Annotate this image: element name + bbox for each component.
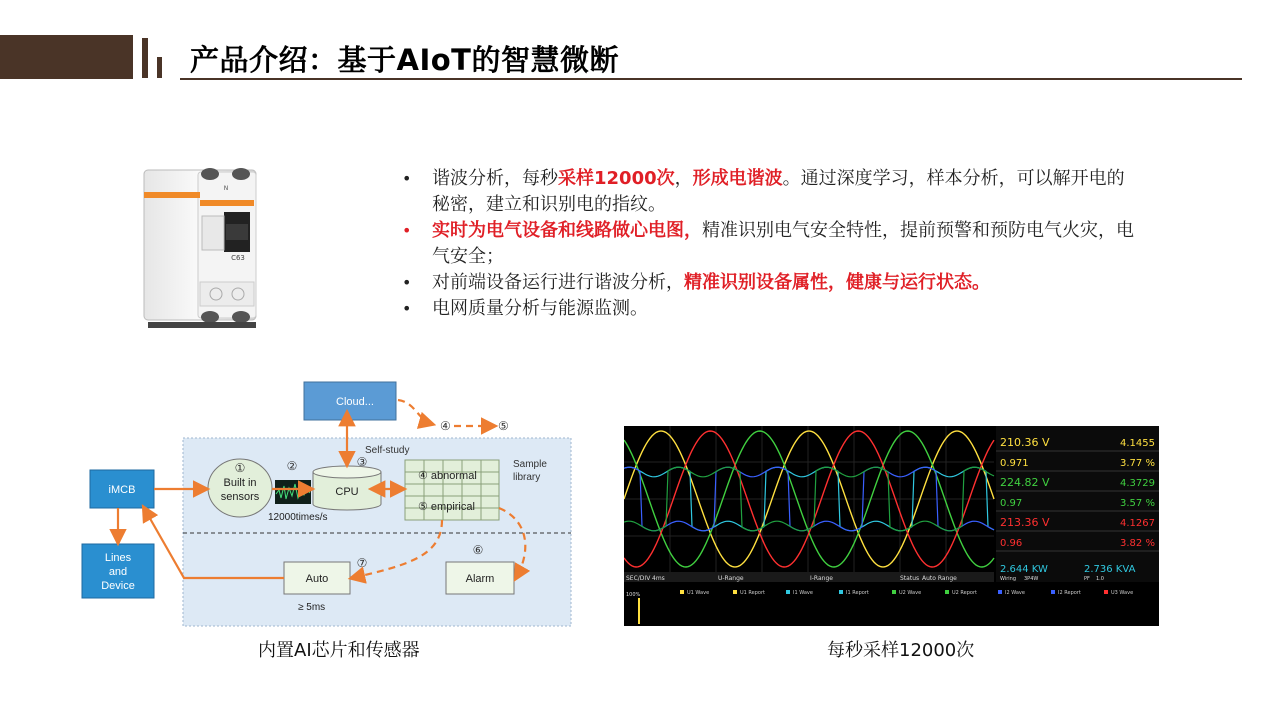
reading-left-value: 0.971 xyxy=(1000,458,1029,469)
sec-div-value: 4ms xyxy=(652,575,665,582)
bullet-highlight: 采样12000次 xyxy=(558,168,675,189)
system-diagram xyxy=(80,380,580,632)
legend-swatch xyxy=(839,590,843,594)
reading-left-value: 224.82 V xyxy=(1000,476,1050,489)
wave-step-number: ② xyxy=(286,459,298,473)
imcb-label: iMCB xyxy=(108,484,136,496)
alarm-label: Alarm xyxy=(465,573,495,585)
reading-right-value: 4.1455 xyxy=(1120,438,1155,449)
reading-right-value: 3.82 % xyxy=(1120,538,1155,549)
auto-step-number: ⑦ xyxy=(356,556,368,570)
sensors-label-1: Built in xyxy=(223,477,257,489)
legend-label: U3 Wave xyxy=(1111,590,1134,596)
bottom-percent: 100% xyxy=(626,592,641,598)
legend-swatch xyxy=(945,590,949,594)
diagram-caption: 内置AI芯片和传感器 xyxy=(258,640,420,661)
legend-label: I2 Report xyxy=(1058,590,1081,596)
breaker-product-image xyxy=(138,162,268,334)
bullet-device-analysis xyxy=(400,270,1140,296)
bullet-text: ， xyxy=(674,168,693,189)
u-range-label: U-Range xyxy=(718,575,744,582)
title-accent-tick xyxy=(142,38,148,78)
legend-label: I1 Wave xyxy=(793,590,813,596)
sample-library-label-1: Sample xyxy=(513,459,547,470)
bullet-text: 对前端设备运行进行谐波分析， xyxy=(432,272,684,293)
cpu-step-number: ③ xyxy=(356,455,368,469)
bullet-highlight: 形成电谐波 xyxy=(692,168,783,189)
legend-swatch xyxy=(786,590,790,594)
product-label-n: N xyxy=(223,185,229,192)
abnormal-label: ④ abnormal xyxy=(418,470,477,482)
bullet-text: 谐波分析，每秒 xyxy=(432,168,558,189)
sensors-step-number: ① xyxy=(234,461,246,475)
title-accent-bar xyxy=(0,35,133,79)
cloud-step-4: ④ xyxy=(440,419,451,433)
sensors-label-2: sensors xyxy=(220,491,260,503)
pf-value: 1.0 xyxy=(1096,576,1104,582)
status-label: Status xyxy=(900,575,920,582)
legend-label: U1 Report xyxy=(740,590,766,596)
empirical-label: ⑤ empirical xyxy=(418,501,475,513)
legend-swatch xyxy=(1104,590,1108,594)
pf-label: PF xyxy=(1084,576,1090,582)
reading-left-value: 213.36 V xyxy=(1000,516,1050,529)
legend-swatch xyxy=(680,590,684,594)
reading-right-value: 4.1267 xyxy=(1120,518,1155,529)
waveform-caption: 每秒采样12000次 xyxy=(827,640,975,661)
i-range-label: I-Range xyxy=(810,575,833,582)
bullet-highlight: 实时为电气设备和线路做心电图， xyxy=(432,220,702,241)
lines-device-label-3: Device xyxy=(101,580,135,592)
bullet-text: 精准识别电气安全特性，提前预警和预防电气火灾，电气安全； xyxy=(432,220,1134,267)
auto-time-label: ≥ 5ms xyxy=(298,602,326,613)
bullet-ecg xyxy=(400,218,1140,270)
sample-rate-label: 12000times/s xyxy=(268,512,328,523)
wiring-value: 3P4W xyxy=(1024,576,1039,582)
reading-right-value: 3.77 % xyxy=(1120,458,1155,469)
legend-swatch xyxy=(733,590,737,594)
legend-label: U2 Wave xyxy=(899,590,922,596)
reading-left-value: 210.36 V xyxy=(1000,436,1050,449)
reading-right-value: 4.3729 xyxy=(1120,478,1155,489)
product-label-code: C63 xyxy=(231,254,245,262)
bullet-highlight: 精准识别设备属性，健康与运行状态。 xyxy=(684,272,990,293)
waveform-plot xyxy=(624,426,994,572)
slide-title: 产品介绍：基于AIoT的智慧微断 xyxy=(190,43,619,77)
sample-library-label-2: library xyxy=(513,472,541,483)
scope-legend xyxy=(680,590,1133,596)
bullet-text: 电网质量分析与能源监测。 xyxy=(432,298,648,319)
legend-swatch xyxy=(892,590,896,594)
reading-left-value: 0.97 xyxy=(1000,498,1023,509)
bullet-grid-quality xyxy=(400,296,1140,322)
lines-device-label-2: and xyxy=(108,566,128,578)
wiring-label: Wiring xyxy=(1000,576,1017,582)
power-apparent: 2.736 KVA xyxy=(1084,564,1136,575)
power-active: 2.644 KW xyxy=(1000,564,1048,575)
reading-right-value: 3.57 % xyxy=(1120,498,1155,509)
legend-swatch xyxy=(1051,590,1055,594)
title-accent-tick-small xyxy=(157,57,162,78)
cpu-label: CPU xyxy=(335,486,359,498)
legend-label: U1 Wave xyxy=(687,590,710,596)
auto-label: Auto xyxy=(305,573,329,585)
reading-left-value: 0.96 xyxy=(1000,538,1023,549)
lines-device-label-1: Lines xyxy=(104,552,132,564)
legend-label: I2 Wave xyxy=(1005,590,1025,596)
harmonic-waveform-screen xyxy=(624,426,1159,626)
bullet-harmonic-analysis xyxy=(400,166,1140,218)
self-study-label: Self-study xyxy=(365,445,410,456)
sec-div-label: SEC/DIV xyxy=(626,575,651,582)
legend-label: U2 Report xyxy=(952,590,978,596)
legend-label: I1 Report xyxy=(846,590,869,596)
cloud-label: Cloud... xyxy=(336,396,374,408)
legend-swatch xyxy=(998,590,1002,594)
alarm-step-number: ⑥ xyxy=(472,543,484,557)
title-underline xyxy=(180,78,1242,80)
status-value: Auto Range xyxy=(922,575,957,582)
feature-bullet-list xyxy=(400,166,1140,322)
bullet-text: 。通过深度学习，样本分析，可以解开电的秘密，建立和识别电的指纹。 xyxy=(432,168,1125,215)
cloud-step-5: ⑤ xyxy=(498,419,509,433)
